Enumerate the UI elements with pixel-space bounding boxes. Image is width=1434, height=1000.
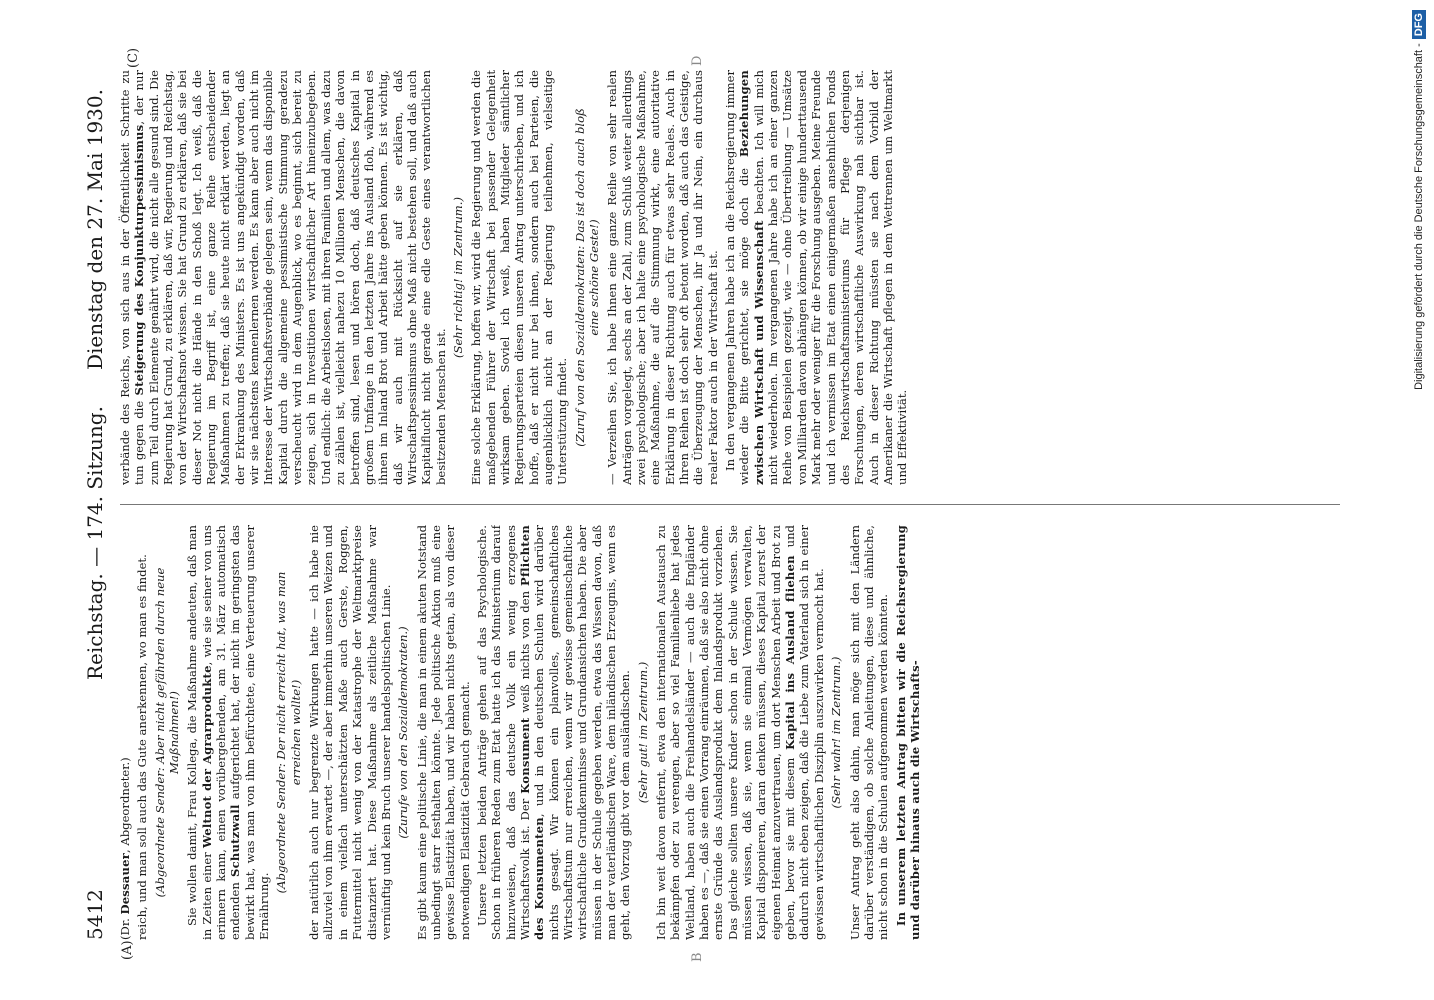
margin-marker-b: B xyxy=(690,952,705,962)
interjection: (Sehr richtig! im Zentrum.) xyxy=(450,197,465,359)
column-divider xyxy=(120,504,1340,505)
paragraph: verbände des Reichs, von sich aus in der Öffentlichkeit Schritte zu tun gegen die Steigerung des Konjunkturpessimismus, der nur zum Teil durch Elemente genährt wird, die nicht alle gesund sind. Die Regierung hat Grund, zu erklären, daß wir, Regierung und Reichstag, von der Wirtschaftsnot wissen. Sie hat Grund zu erklären, daß sie bei dieser Not nicht die Hände in den Schoß legt. Ich weiß, daß die Regierung im Begriff ist, eine ganze Reihe entscheidender Maßnahmen zu treffen; daß sie heute nicht erklärt werden, liegt an der Erkrankung des Ministers. Es ist uns angekündigt worden, daß wir sie nächstens kennenlernen werden. Es kann aber auch nicht im Interesse der Wirtschaftsverbände gelegen sein, wenn das disponible Kapital durch die allgemeine pessimistische Stimmung geradezu verscheucht wird in dem Augenblick, wo es beginnt, sich bereit zu zeigen, sich in Investitionen wirtschaftlicher Art hineinzubegeben. Und endlich: die Arbeitslosen, mit ihren Familien und allem, was dazu zu zählen ist, vielleicht nahezu 10 Millionen Menschen, die davon betroffen sind, lesen und hören doch, daß deutsches Kapital in großem Umfange in den letzten Jahre ins Ausland floh, während es ihnen im Inland Brot und Arbeit hätte geben können. Es ist wichtig, daß wir auch mit Rücksicht auf sie erklären, daß Wirtschaftspessimismus ohne Maß nicht bestehen soll, und daß auch Kapitalflucht nicht gerade eine edle Geste eines verantwortlichen besitzenden Menschen ist. xyxy=(118,70,448,485)
dfg-logo: DFG xyxy=(1412,10,1426,39)
digitization-credit xyxy=(1406,10,1432,990)
interjection: (Zuruf von den Sozialdemokraten: Das ist doch auch bloß eine schöne Geste!) xyxy=(572,108,601,447)
paragraph: Unsere letzten beiden Anträge gehen auf das Psychologische. Schon in früheren Reden zum Etat hatte ich das Ministerium darauf hinzuweisen, daß das deutsche Volk ein wenig erzogenes Wirtschaftsvolk ist. Der Konsument weiß nichts von den Pflichten des Konsumenten, und in den deutschen Schulen wird darüber nichts gesagt. Wir können ein planvolles, gemeinschaftliches Wirtschaftstum nur erreichen, wenn wir gewisse gemeinschaftliche wirtschaftliche Grundkenntnisse und Grundansichten haben. Die aber müssen in der Schule gegeben werden, etwa das Wissen davon, daß man der vaterländischen Ware, dem inländischen Erzeugnis, wenn es geht, den Vorzug gibt vor dem ausländischen. xyxy=(474,525,633,940)
paragraph: der natürlich auch nur begrenzte Wirkungen hatte — ich habe nie allzuviel von ihm erwartet —, der aber immerhin unseren Weizen und in einem vielfach unterschätzten Maße auch Gerste, Roggen, Futtermittel nicht wenig von der Katastrophe der Weltmarktpreise distanziert hat. Diese Maßnahme als zeitliche Maßnahme war vernünftig und kein Bruch unserer handelspolitischen Linie. xyxy=(307,525,393,940)
page-header xyxy=(80,60,110,940)
paragraph: Es gibt kaum eine politische Linie, die man in einem akuten Notstand unbedingt starr festhalten könnte. Jede politische Aktion muß eine gewisse Elastizität haben, und wir haben nichts getan, als von dieser notwendigen Elastizität Gebrauch gemacht. xyxy=(414,525,472,940)
paragraph: Eine solche Erklärung, hoffen wir, wird die Regierung und werden die maßgebenden Führer der Wirtschaft bei passender Gelegenheit wirksam geben. Soviel ich weiß, haben Mitglieder sämtlicher Regierungsparteien diesen unseren Antrag unterschrieben, und ich hoffe, daß er nicht nur bei ihnen, sondern auch bei Parteien, die augenblicklich nicht an der Regierung teilnehmen, vielseitige Unterstützung findet. xyxy=(469,70,570,485)
paragraph: reich, und man soll auch das Gute anerkennen, wo man es findet. xyxy=(135,554,150,940)
paragraph: (Dr. Dessauer, Abgeordneter.) xyxy=(118,757,132,940)
margin-marker-d: D xyxy=(690,55,705,66)
paragraph: In unserem letzten Antrag bitten wir die Reichsregierung und darüber hinaus auch die Wirtschafts- xyxy=(893,525,922,940)
page-number: 5412 xyxy=(83,889,107,940)
interjection: (Sehr gut! im Zentrum.) xyxy=(635,661,650,804)
margin-marker-a: (A) xyxy=(120,940,135,960)
header-date-title: Dienstag den 27. Mai 1930. xyxy=(83,89,107,370)
left-text-column xyxy=(118,525,1348,940)
margin-marker-c: (C) xyxy=(126,47,141,68)
interjection: (Sehr wahr! im Zentrum.) xyxy=(829,656,844,809)
credit-text: Digitalisierung gefördert durch die Deutsche Forschungsgemeinschaft - xyxy=(1413,43,1425,390)
paragraph: In den vergangenen Jahren habe ich an die Reichsregierung immer wieder die Bitte gerichtet, sie möge doch die Beziehungen zwischen Wirtschaft und Wissenschaft beachten. Ich will mich nicht wiederholen. Im vergangenen Jahre habe ich an einer ganzen Reihe von Beispielen gezeigt, wie — ohne Übertreibung — Umsätze von Milliarden davon abhängen können, ob wir einige hunderttausend Mark mehr oder weniger für die Forschung ausgeben. Meine Freunde und ich vermissen im Etat einen einigermaßen ansehnlichen Fonds des Reichswirtschaftsministeriums für Pflege derjenigen Forschungen, deren wirtschaftliche Auswirkung nah sichtbar ist. Auch in dieser Richtung müssten sie nach dem Vorbild der Amerikaner die Wirtschaft pflegen in dem Wettrennen um Weltmarkt und Effektivität. xyxy=(723,70,910,485)
header-session-title: Reichstag. — 174. Sitzung. xyxy=(83,406,107,680)
paragraph: Unser Antrag geht also dahin, man möge sich mit den Ländern darüber verständigen, ob solche Anleitungen, diese und ähnliche, nicht schon in die Schulen aufgenommen werden könnten. xyxy=(847,525,891,940)
interjection: (Zurufe von den Sozialdemokraten.) xyxy=(396,626,411,839)
paragraph: Ich bin weit davon entfernt, etwa den internationalen Austausch zu bekämpfen oder zu verengen, aber so viel Familienliebe hat jedes Weltland, haben auch die Freihandelsländer — auch die Engländer haben es —, daß sie einen Vorrang einräumen, daß sie also nicht ohne ernste Gründe das Auslandsprodukt dem Inlandsprodukt vorziehen. Das gleiche sollten unsere Kinder schon in der Schule wissen. Sie müssen wissen, daß sie, wenn sie einmal Vermögen verwalten, Kapital disponieren, daran denken müssen, dieses Kapital zuerst der eigenen Heimat anzuvertrauen, um dort Menschen Arbeit und Brot zu geben, bevor sie mit diesem Kapital ins Ausland fliehen und dadurch nicht eben zeigen, daß die Liebe zum Vaterland sich in einer gewissen wirtschaftlichen Disziplin auszuwirken vermocht hat. xyxy=(654,525,826,940)
paragraph: — Verzeihen Sie, ich habe Ihnen eine ganze Reihe von sehr realen Anträgen vorgelegt, sechs an der Zahl, zum Schluß weiter allerdings zwei psychologische; aber ich halte eine psychologische Maßnahme, eine Maßnahme, die auf die Stimmung wirkt, eine autoritative Erklärung in dieser Richtung auch für etwas sehr Reales. Auch in Ihren Reihen ist doch sehr oft betont worden, daß auch das Geistige, die Überzeugung der Menschen, ihr Ja und ihr Nein, ein durchaus realer Faktor auch in der Wirtschaft ist. xyxy=(605,70,720,485)
paragraph: Sie wollen damit, Frau Kollega, die Maßnahme andeuten, daß man in Zeiten einer Weltnot der Agrarprodukte, wie sie seiner von uns erinnern kann, einen vorübergehenden, am 31. März automatisch endenden Schutzwall aufgerichtet hat, der nicht im geringsten das bewirkt hat, was man von ihm befürchtete, eine Verteuerung unserer Ernährung. xyxy=(185,525,272,940)
right-text-column xyxy=(118,70,1348,485)
document-page xyxy=(80,47,1380,962)
interjection: (Abgeordnete Sender: Der nicht erreicht hat, was man erreichen wollte!) xyxy=(274,571,303,894)
interjection: (Abgeordnete Sender: Aber nicht gefährden durch neue Maßnahmen!) xyxy=(152,567,182,898)
